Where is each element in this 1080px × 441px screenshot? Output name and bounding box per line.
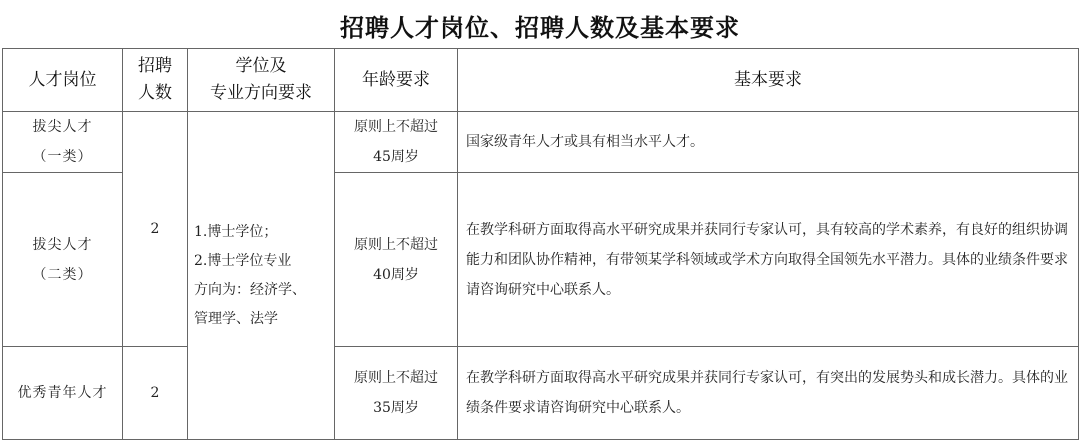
count-cell: 2 <box>123 347 188 440</box>
header-count-line2: 人数 <box>138 83 172 103</box>
header-age: 年龄要求 <box>335 49 458 112</box>
age-line2: 40周岁 <box>373 266 419 283</box>
degree-line: 1.博士学位； <box>194 223 278 240</box>
degree-line: 2.博士学位专业 <box>194 252 292 269</box>
age-cell <box>335 347 458 440</box>
count-cell-shared: 2 <box>123 112 188 347</box>
position-line2: （二类） <box>32 266 93 283</box>
degree-line: 方向为：经济学、 <box>194 281 306 298</box>
position-line1: 拔尖人才 <box>32 119 93 135</box>
age-line1: 原则上不超过 <box>354 236 438 253</box>
header-degree <box>188 49 335 112</box>
requirements-table <box>2 48 1079 440</box>
requirement-cell: 在教学科研方面取得高水平研究成果并获同行专家认可，有突出的发展势头和成长潜力。具体的业绩条件要求请咨询研究中心联系人。 <box>458 347 1079 440</box>
degree-cell <box>188 112 335 440</box>
position-cell: 优秀青年人才 <box>3 347 123 440</box>
header-position: 人才岗位 <box>3 49 123 112</box>
position-line1: 拔尖人才 <box>32 236 93 253</box>
header-degree-line1: 学位及 <box>235 56 287 76</box>
header-degree-line2: 专业方向要求 <box>210 83 312 103</box>
position-line2: （一类） <box>32 149 93 165</box>
age-line1: 原则上不超过 <box>354 119 438 135</box>
table-row <box>3 112 1079 173</box>
requirement-cell: 在教学科研方面取得高水平研究成果并获同行专家认可，具有较高的学术素养，有良好的组织协调能力和团队协作精神，有带领某学科领域或学术方向取得全国领先水平潜力。具体的业绩条件要求请咨询研究中心联系人。 <box>458 173 1079 347</box>
header-count-line1: 招聘 <box>138 56 172 76</box>
age-line2: 35周岁 <box>373 400 419 416</box>
age-line1: 原则上不超过 <box>354 370 438 386</box>
age-cell <box>335 173 458 347</box>
requirement-cell: 国家级青年人才或具有相当水平人才。 <box>458 112 1079 173</box>
table-row <box>3 347 1079 440</box>
header-count <box>123 49 188 112</box>
position-cell <box>3 173 123 347</box>
position-cell <box>3 112 123 173</box>
page-title: 招聘人才岗位、招聘人数及基本要求 <box>340 14 740 42</box>
age-cell <box>335 112 458 173</box>
header-row <box>3 49 1079 112</box>
degree-line: 管理学、法学 <box>194 310 278 327</box>
age-line2: 45周岁 <box>373 149 419 165</box>
header-requirements: 基本要求 <box>458 49 1079 112</box>
